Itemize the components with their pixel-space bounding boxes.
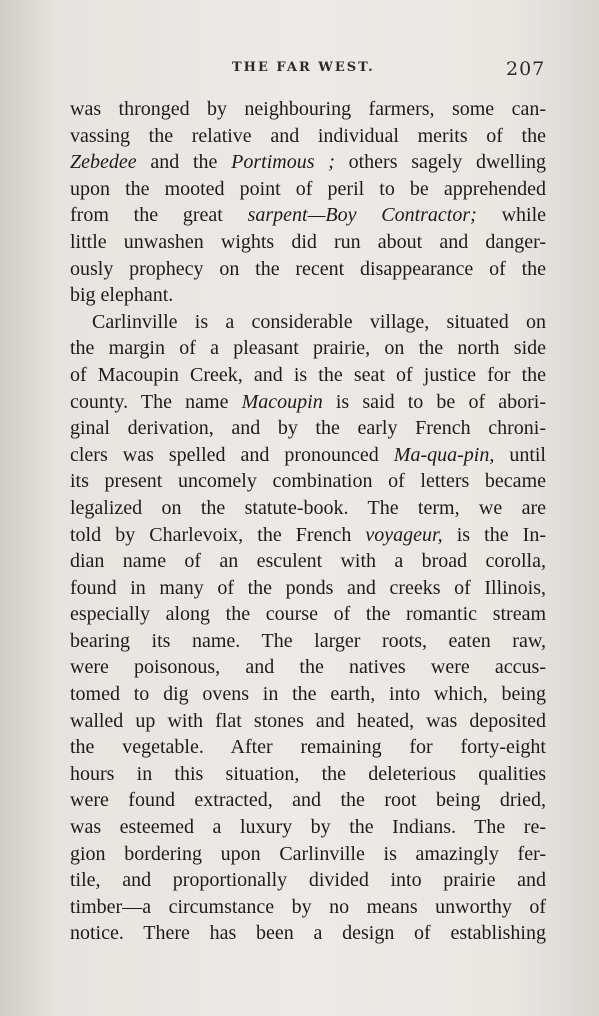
italic-run: Zebedee <box>70 151 137 174</box>
text-run: of Macoupin Creek, and is the seat of justice for the <box>70 363 546 386</box>
text-line <box>70 468 546 495</box>
text-line <box>70 335 546 362</box>
text-line <box>70 548 546 575</box>
text-run: bearing its name. The larger roots, eaten raw, <box>70 629 546 652</box>
text-line <box>70 628 546 655</box>
text-line <box>70 522 546 549</box>
text-run: legalized on the statute-book. The term, we are <box>70 496 546 519</box>
text-run: its present uncomely combination of letters became <box>70 470 546 493</box>
text-line <box>70 814 546 841</box>
text-line <box>70 415 546 442</box>
text-line <box>70 654 546 681</box>
text-run: ginal derivation, and by the early French chroni- <box>70 417 546 440</box>
text-run: is said to be of abori- <box>322 390 546 413</box>
text-line <box>70 867 546 894</box>
text-run: was thronged by neighbouring farmers, some can- <box>70 98 546 120</box>
text-run: the margin of a pleasant prairie, on the north side <box>70 337 546 360</box>
text-line <box>70 787 546 814</box>
text-line <box>70 708 546 735</box>
text-run: walled up with flat stones and heated, was deposited <box>70 709 546 732</box>
text-line <box>70 495 546 522</box>
text-run: Carlinville is a considerable village, situated on <box>92 310 546 333</box>
text-line <box>70 309 546 336</box>
text-run: tile, and proportionally divided into prairie and <box>70 869 546 892</box>
text-line <box>70 123 546 150</box>
text-run: timber—a circumstance by no means unworthy of <box>70 895 546 918</box>
italic-run: Portimous ; <box>231 151 335 174</box>
text-run: upon the mooted point of peril to be apprehended <box>70 177 546 200</box>
text-run: gion bordering upon Carlinville is amazingly fer- <box>70 842 546 865</box>
text-line <box>70 920 546 947</box>
text-line <box>70 362 546 389</box>
text-run: is the In- <box>442 523 546 546</box>
text-line <box>70 389 546 416</box>
text-line <box>70 256 546 283</box>
text-run: especially along the course of the romantic stream <box>70 603 546 626</box>
italic-run: sarpent—Boy Contractor; <box>247 204 477 227</box>
text-line <box>70 149 546 176</box>
text-run: the vegetable. After remaining for forty-eight <box>70 736 546 759</box>
text-run: was esteemed a luxury by the Indians. The re- <box>70 816 546 839</box>
italic-run: Ma-qua-pin, <box>393 443 495 466</box>
text-line <box>70 96 546 123</box>
running-head: THE FAR WEST. <box>232 60 375 75</box>
text-run: clers was spelled and pronounced <box>70 443 394 466</box>
italic-run: voyageur, <box>365 523 443 546</box>
page-header <box>0 58 599 82</box>
text-run: were found extracted, and the root being dried, <box>70 789 546 812</box>
text-line <box>70 229 546 256</box>
text-run: from the great <box>70 204 248 227</box>
text-run: until <box>494 443 546 466</box>
text-run: while <box>476 204 546 227</box>
text-run: county. The name <box>70 390 242 413</box>
text-run: little unwashen wights did run about and danger- <box>70 230 546 253</box>
text-run: vassing the relative and individual merits of the <box>70 124 546 147</box>
page-number: 207 <box>506 58 546 80</box>
text-line <box>70 442 546 469</box>
text-line <box>70 575 546 602</box>
text-line <box>70 894 546 921</box>
text-line <box>70 761 546 788</box>
text-run: hours in this situation, the deleterious qualities <box>70 762 546 785</box>
text-line <box>70 734 546 761</box>
text-run: told by Charlevoix, the French <box>70 523 366 546</box>
text-run: tomed to dig ovens in the earth, into which, being <box>70 683 546 706</box>
body-text <box>70 96 546 947</box>
text-line <box>70 841 546 868</box>
text-line <box>70 176 546 203</box>
text-line <box>70 601 546 628</box>
italic-run: Macoupin <box>241 390 323 413</box>
text-run: found in many of the ponds and creeks of Illinois, <box>70 576 546 599</box>
text-run: were poisonous, and the natives were accus- <box>70 656 546 679</box>
text-run: dian name of an esculent with a broad corolla, <box>70 550 546 573</box>
text-run: others sagely dwelling <box>334 151 547 174</box>
text-run: notice. There has been a design of establishing <box>70 922 546 945</box>
text-run: big elephant. <box>70 284 174 307</box>
text-line <box>70 681 546 708</box>
text-run: and the <box>136 151 232 174</box>
text-line <box>70 282 546 309</box>
text-run: ously prophecy on the recent disappearance of the <box>70 257 546 280</box>
text-line <box>70 202 546 229</box>
